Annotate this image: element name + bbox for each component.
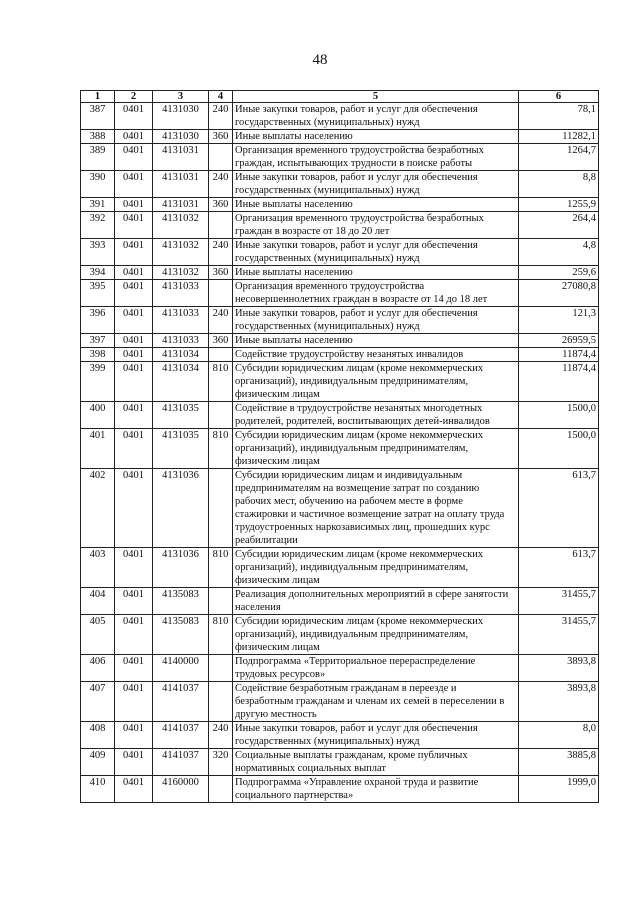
target-code-cell: 4141037 [153,722,209,749]
target-code-cell: 4131031 [153,198,209,212]
table-row [81,469,599,548]
target-code-cell: 4131033 [153,307,209,334]
item-name-cell: Субсидии юридическим лицам (кроме некоммерческих организаций), индивидуальным предпринимателям, физическим лицам [233,429,519,469]
column-header-3: 3 [153,91,209,103]
expense-type-cell: 810 [209,429,233,469]
table-row [81,402,599,429]
section-code-cell: 0401 [115,130,153,144]
row-number-cell: 396 [81,307,115,334]
item-name-cell: Иные закупки товаров, работ и услуг для обеспечения государственных (муниципальных) нужд [233,239,519,266]
row-number-cell: 389 [81,144,115,171]
section-code-cell: 0401 [115,198,153,212]
row-number-cell: 392 [81,212,115,239]
target-code-cell: 4131031 [153,171,209,198]
section-code-cell: 0401 [115,212,153,239]
target-code-cell: 4131035 [153,402,209,429]
section-code-cell: 0401 [115,588,153,615]
amount-cell: 1264,7 [519,144,599,171]
target-code-cell: 4131036 [153,548,209,588]
expense-type-cell: 240 [209,171,233,198]
amount-cell: 264,4 [519,212,599,239]
expense-type-cell: 240 [209,307,233,334]
item-name-cell: Субсидии юридическим лицам (кроме некоммерческих организаций), индивидуальным предпринимателям, физическим лицам [233,548,519,588]
row-number-cell: 390 [81,171,115,198]
table-row [81,212,599,239]
amount-cell: 27080,8 [519,280,599,307]
table-row [81,655,599,682]
section-code-cell: 0401 [115,334,153,348]
expense-type-cell [209,348,233,362]
item-name-cell: Социальные выплаты гражданам, кроме публичных нормативных социальных выплат [233,749,519,776]
row-number-cell: 408 [81,722,115,749]
amount-cell: 11282,1 [519,130,599,144]
table-row [81,722,599,749]
section-code-cell: 0401 [115,682,153,722]
page-number: 48 [312,52,328,68]
expense-type-cell: 360 [209,266,233,280]
target-code-cell: 4131032 [153,239,209,266]
row-number-cell: 403 [81,548,115,588]
section-code-cell: 0401 [115,171,153,198]
table-row [81,776,599,803]
amount-cell: 11874,4 [519,362,599,402]
item-name-cell: Субсидии юридическим лицам (кроме некоммерческих организаций), индивидуальным предпринимателям, физическим лицам [233,362,519,402]
section-code-cell: 0401 [115,239,153,266]
target-code-cell: 4131031 [153,144,209,171]
table-row [81,307,599,334]
table-row [81,171,599,198]
amount-cell: 78,1 [519,103,599,130]
item-name-cell: Иные закупки товаров, работ и услуг для обеспечения государственных (муниципальных) нужд [233,722,519,749]
table-row [81,280,599,307]
item-name-cell: Реализация дополнительных мероприятий в сфере занятости населения [233,588,519,615]
amount-cell: 3893,8 [519,655,599,682]
table-row [81,348,599,362]
table-row [81,103,599,130]
expense-type-cell: 810 [209,362,233,402]
row-number-cell: 401 [81,429,115,469]
item-name-cell: Организация временного трудоустройства безработных граждан, испытывающих трудности в поиске работы [233,144,519,171]
target-code-cell: 4131035 [153,429,209,469]
section-code-cell: 0401 [115,548,153,588]
column-header-6: 6 [519,91,599,103]
item-name-cell: Иные закупки товаров, работ и услуг для обеспечения государственных (муниципальных) нужд [233,103,519,130]
amount-cell: 1500,0 [519,402,599,429]
row-number-cell: 409 [81,749,115,776]
table-row [81,749,599,776]
amount-cell: 121,3 [519,307,599,334]
section-code-cell: 0401 [115,362,153,402]
table-row [81,362,599,402]
amount-cell: 26959,5 [519,334,599,348]
target-code-cell: 4131030 [153,130,209,144]
row-number-cell: 406 [81,655,115,682]
target-code-cell: 4141037 [153,682,209,722]
target-code-cell: 4131036 [153,469,209,548]
target-code-cell: 4131032 [153,212,209,239]
section-code-cell: 0401 [115,722,153,749]
expense-type-cell [209,144,233,171]
item-name-cell: Иные выплаты населению [233,198,519,212]
amount-cell: 613,7 [519,548,599,588]
table-row [81,266,599,280]
section-code-cell: 0401 [115,348,153,362]
item-name-cell: Иные выплаты населению [233,334,519,348]
row-number-cell: 388 [81,130,115,144]
expense-type-cell [209,655,233,682]
row-number-cell: 394 [81,266,115,280]
item-name-cell: Иные выплаты населению [233,130,519,144]
row-number-cell: 400 [81,402,115,429]
target-code-cell: 4131033 [153,334,209,348]
amount-cell: 4,8 [519,239,599,266]
target-code-cell: 4131030 [153,103,209,130]
expense-type-cell: 360 [209,198,233,212]
table-row [81,615,599,655]
expense-type-cell: 360 [209,334,233,348]
table-row [81,144,599,171]
section-code-cell: 0401 [115,402,153,429]
expense-type-cell: 240 [209,722,233,749]
item-name-cell: Субсидии юридическим лицам и индивидуальным предпринимателям на возмещение затрат по созданию рабочих мест, обучению на рабочем месте в форме стажировки и частичное возмещение затрат на оплату труда трудоустроенных наркозависимых лиц, прошедших курс реабилитации [233,469,519,548]
expense-type-cell: 240 [209,239,233,266]
budget-table [80,90,599,803]
expense-type-cell [209,682,233,722]
row-number-cell: 391 [81,198,115,212]
table-row [81,588,599,615]
row-number-cell: 399 [81,362,115,402]
target-code-cell: 4131034 [153,348,209,362]
target-code-cell: 4135083 [153,588,209,615]
column-header-1: 1 [81,91,115,103]
section-code-cell: 0401 [115,776,153,803]
amount-cell: 31455,7 [519,588,599,615]
row-number-cell: 387 [81,103,115,130]
item-name-cell: Подпрограмма «Территориальное перераспределение трудовых ресурсов» [233,655,519,682]
row-number-cell: 410 [81,776,115,803]
section-code-cell: 0401 [115,280,153,307]
amount-cell: 1255,9 [519,198,599,212]
section-code-cell: 0401 [115,655,153,682]
amount-cell: 11874,4 [519,348,599,362]
item-name-cell: Содействие безработным гражданам в переезде и безработным гражданам и членам их семей в переселении в другую местность [233,682,519,722]
table-row [81,239,599,266]
amount-cell: 613,7 [519,469,599,548]
table-row [81,198,599,212]
item-name-cell: Подпрограмма «Управление охраной труда и развитие социального партнерства» [233,776,519,803]
expense-type-cell: 810 [209,615,233,655]
table-row [81,130,599,144]
table-row [81,334,599,348]
section-code-cell: 0401 [115,144,153,171]
item-name-cell: Содействие в трудоустройстве незанятых многодетных родителей, родителей, воспитывающих детей-инвалидов [233,402,519,429]
expense-type-cell: 810 [209,548,233,588]
target-code-cell: 4135083 [153,615,209,655]
expense-type-cell: 320 [209,749,233,776]
amount-cell: 31455,7 [519,615,599,655]
expense-type-cell [209,776,233,803]
table-row [81,429,599,469]
table-row [81,548,599,588]
amount-cell: 259,6 [519,266,599,280]
expense-type-cell [209,469,233,548]
item-name-cell: Организация временного трудоустройства безработных граждан в возрасте от 18 до 20 лет [233,212,519,239]
expense-type-cell: 360 [209,130,233,144]
expense-type-cell [209,280,233,307]
section-code-cell: 0401 [115,429,153,469]
row-number-cell: 397 [81,334,115,348]
section-code-cell: 0401 [115,103,153,130]
expense-type-cell [209,588,233,615]
item-name-cell: Иные закупки товаров, работ и услуг для обеспечения государственных (муниципальных) нужд [233,307,519,334]
row-number-cell: 405 [81,615,115,655]
expense-type-cell [209,402,233,429]
item-name-cell: Субсидии юридическим лицам (кроме некоммерческих организаций), индивидуальным предпринимателям, физическим лицам [233,615,519,655]
column-header-2: 2 [115,91,153,103]
amount-cell: 3885,8 [519,749,599,776]
amount-cell: 3893,8 [519,682,599,722]
expense-type-cell [209,212,233,239]
item-name-cell: Иные закупки товаров, работ и услуг для обеспечения государственных (муниципальных) нужд [233,171,519,198]
section-code-cell: 0401 [115,307,153,334]
amount-cell: 1999,0 [519,776,599,803]
column-header-5: 5 [233,91,519,103]
column-header-4: 4 [209,91,233,103]
amount-cell: 8,0 [519,722,599,749]
item-name-cell: Иные выплаты населению [233,266,519,280]
amount-cell: 1500,0 [519,429,599,469]
table-row [81,682,599,722]
target-code-cell: 4160000 [153,776,209,803]
row-number-cell: 404 [81,588,115,615]
row-number-cell: 395 [81,280,115,307]
row-number-cell: 393 [81,239,115,266]
item-name-cell: Содействие трудоустройству незанятых инвалидов [233,348,519,362]
amount-cell: 8,8 [519,171,599,198]
section-code-cell: 0401 [115,615,153,655]
table-header-row [81,91,599,103]
target-code-cell: 4140000 [153,655,209,682]
section-code-cell: 0401 [115,266,153,280]
target-code-cell: 4131033 [153,280,209,307]
row-number-cell: 398 [81,348,115,362]
item-name-cell: Организация временного трудоустройства несовершеннолетних граждан в возрасте от 14 до 18 лет [233,280,519,307]
section-code-cell: 0401 [115,749,153,776]
expense-type-cell: 240 [209,103,233,130]
target-code-cell: 4141037 [153,749,209,776]
row-number-cell: 407 [81,682,115,722]
target-code-cell: 4131034 [153,362,209,402]
target-code-cell: 4131032 [153,266,209,280]
section-code-cell: 0401 [115,469,153,548]
row-number-cell: 402 [81,469,115,548]
